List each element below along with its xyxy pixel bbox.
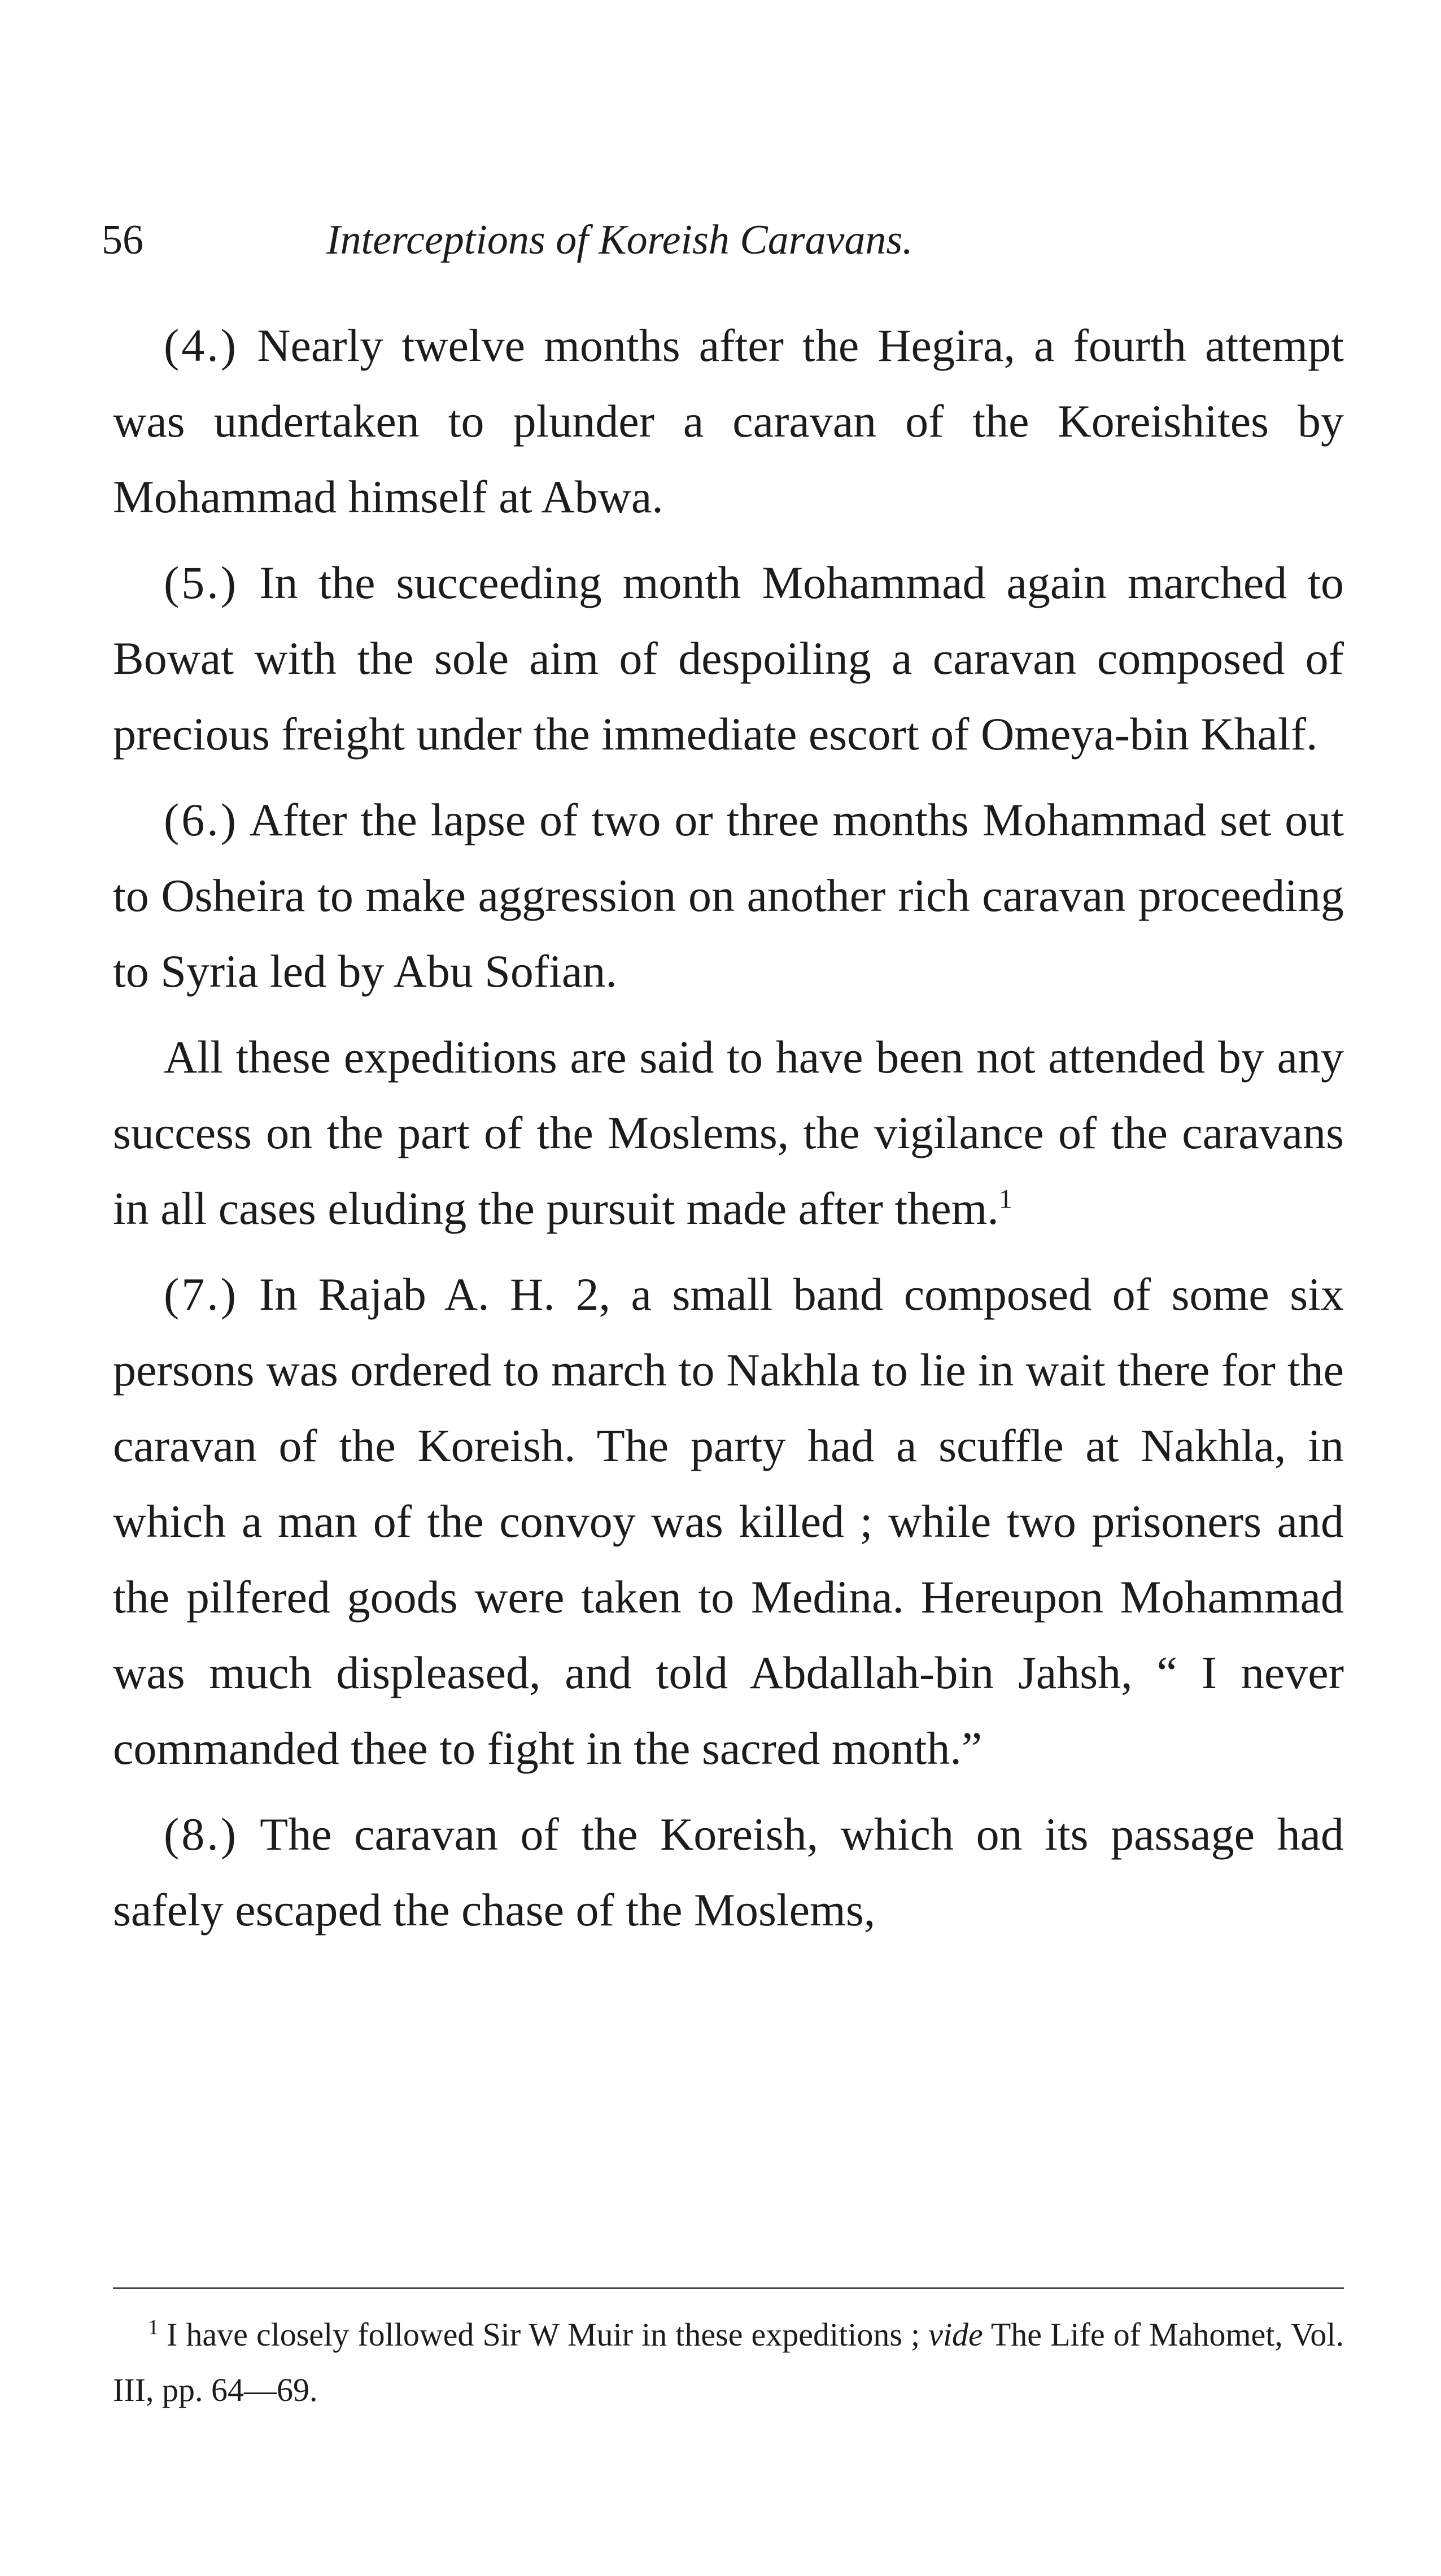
paragraph-6 — [113, 782, 1344, 1009]
paragraph-text: In Rajab A. H. 2, a small band composed of some six persons was ordered to march to Nakhla to lie in wait there for the caravan of the Koreish. The party had a scuffle at Nakhla, in which a man of the convoy was killed ; while two prisoners and the pilfered goods were taken to Medina. Hereupon Mohammad was much displeased, and told Abdallah-bin Jahsh, “ I never commanded thee to fight in the sacred month.” — [113, 1269, 1344, 1774]
paragraph-number: (7.) — [164, 1269, 239, 1320]
footnote-text-before: I have closely followed Sir W Muir in these expeditions ; — [167, 2316, 920, 2353]
footnote-vide: vide — [928, 2316, 983, 2353]
footnotes — [113, 2307, 1344, 2418]
footnote-1 — [113, 2307, 1344, 2418]
paragraph-5 — [113, 545, 1344, 772]
footnote-marker: 1 — [148, 2315, 159, 2339]
paragraph-text: All these expeditions are said to have been not attended by any success on the part of the Moslems, the vigilance of the caravans in all cases eluding the pursuit made after them. — [113, 1031, 1344, 1234]
running-title: Interceptions of Koreish Caravans. — [326, 217, 913, 263]
paragraph-summary — [113, 1019, 1344, 1246]
body-text — [113, 308, 1344, 1958]
footnote-divider — [113, 2287, 1344, 2289]
paragraph-text: Nearly twelve months after the Hegira, a fourth attempt was undertaken to plunder a caravan of the Koreishites by Mohammad himself at Abwa. — [113, 320, 1344, 522]
paragraph-number: (5.) — [164, 557, 239, 608]
paragraph-4 — [113, 308, 1344, 535]
paragraph-number: (8.) — [164, 1808, 239, 1860]
footnote-text-after: The Life of Mahomet, Vol. III, pp. 64—69. — [113, 2316, 1344, 2408]
page-header — [102, 206, 1344, 274]
paragraph-7 — [113, 1257, 1344, 1786]
paragraph-8 — [113, 1797, 1344, 1948]
paragraph-number: (4.) — [164, 320, 239, 371]
paragraph-number: (6.) — [164, 794, 239, 845]
footnote-reference: 1 — [998, 1184, 1012, 1214]
paragraph-text: After the lapse of two or three months Mohammad set out to Osheira to make aggression on another rich caravan proceeding to Syria led by Abu Sofian. — [113, 794, 1344, 997]
page-number: 56 — [102, 217, 143, 263]
paragraph-text: In the succeeding month Mohammad again marched to Bowat with the sole aim of despoiling a caravan composed of precious freight under the immediate escort of Omeya-bin Khalf. — [113, 557, 1344, 760]
paragraph-text: The caravan of the Koreish, which on its passage had safely escaped the chase of the Moslems, — [113, 1808, 1344, 1936]
